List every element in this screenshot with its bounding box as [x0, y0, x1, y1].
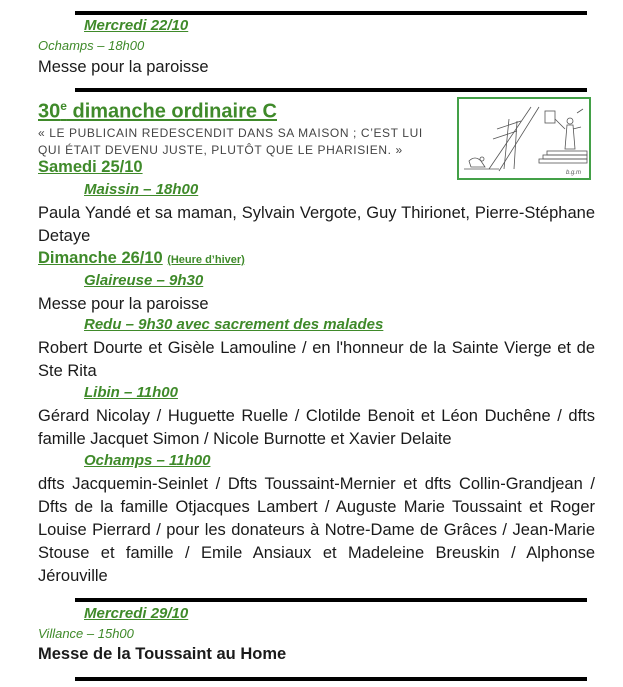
- place-ochamps-11h: Ochamps – 11h00: [84, 452, 211, 469]
- day-samedi-25: Samedi 25/10: [38, 158, 143, 176]
- place-glaireuse-9h30: Glaireuse – 9h30: [84, 272, 204, 289]
- date-mercredi-22: Mercredi 22/10: [84, 17, 189, 34]
- temple-drawing-icon: [459, 99, 589, 178]
- divider-top: [75, 11, 587, 15]
- sunday-title: 30e dimanche ordinaire C: [38, 99, 277, 123]
- place-libin-11h: Libin – 11h00: [84, 384, 178, 401]
- divider-2: [75, 88, 587, 92]
- winter-time-note: (Heure d’hiver): [167, 254, 245, 266]
- intention-libin: Gérard Nicolay / Huguette Ruelle / Clotilde Benoit et Léon Duchêne / dfts famille Jacquet Simon / Nicole Burnotte et Xavier Delaite: [38, 407, 595, 448]
- place-villance-15h: Villance – 15h00: [38, 626, 134, 641]
- place-ochamps-18h: Ochamps – 18h00: [38, 38, 145, 53]
- divider-3: [75, 598, 587, 602]
- illustration-signature: b.g.m: [565, 170, 581, 176]
- intention-maissin: Paula Yandé et sa maman, Sylvain Vergote, Guy Thirionet, Pierre-Stéphane Detaye: [38, 204, 595, 245]
- place-redu-9h30: Redu – 9h30 avec sacrement des malades: [84, 316, 384, 333]
- pharisee-publican-illustration: [457, 97, 591, 180]
- day-dimanche-26: Dimanche 26/10 (Heure d’hiver): [38, 249, 245, 267]
- intention-glaireuse: Messe pour la paroisse: [38, 295, 209, 313]
- divider-bottom: [75, 677, 587, 681]
- intention-ochamps: dfts Jacquemin-Seinlet / Dfts Toussaint-Mernier et dfts Collin-Grandjean / Dfts de la famille Otjacques Lambert / Auguste Marie Toussaint et Roger Louise Pierrard / pour les donateurs à Notre-Dame de Grâces / Jean-Marie Stouse et famille / Emile Ansiaux et Madeleine Breuskin / Alphonse Jérouville: [38, 475, 595, 585]
- place-maissin-18h: Maissin – 18h00: [84, 181, 199, 198]
- gospel-quote: « LE PUBLICAIN REDESCENDIT DANS SA MAISON ; C’EST LUI QUI ÉTAIT DEVENU JUSTE, PLUTÔT QUE LE PHARISIEN. »: [38, 126, 423, 157]
- intention-redu: Robert Dourte et Gisèle Lamouline / en l'honneur de la Sainte Vierge et de Ste Rita: [38, 339, 595, 380]
- intention-toussaint-home: Messe de la Toussaint au Home: [38, 645, 287, 663]
- date-mercredi-29: Mercredi 29/10: [84, 605, 189, 622]
- intention-paroisse-1: Messe pour la paroisse: [38, 58, 209, 76]
